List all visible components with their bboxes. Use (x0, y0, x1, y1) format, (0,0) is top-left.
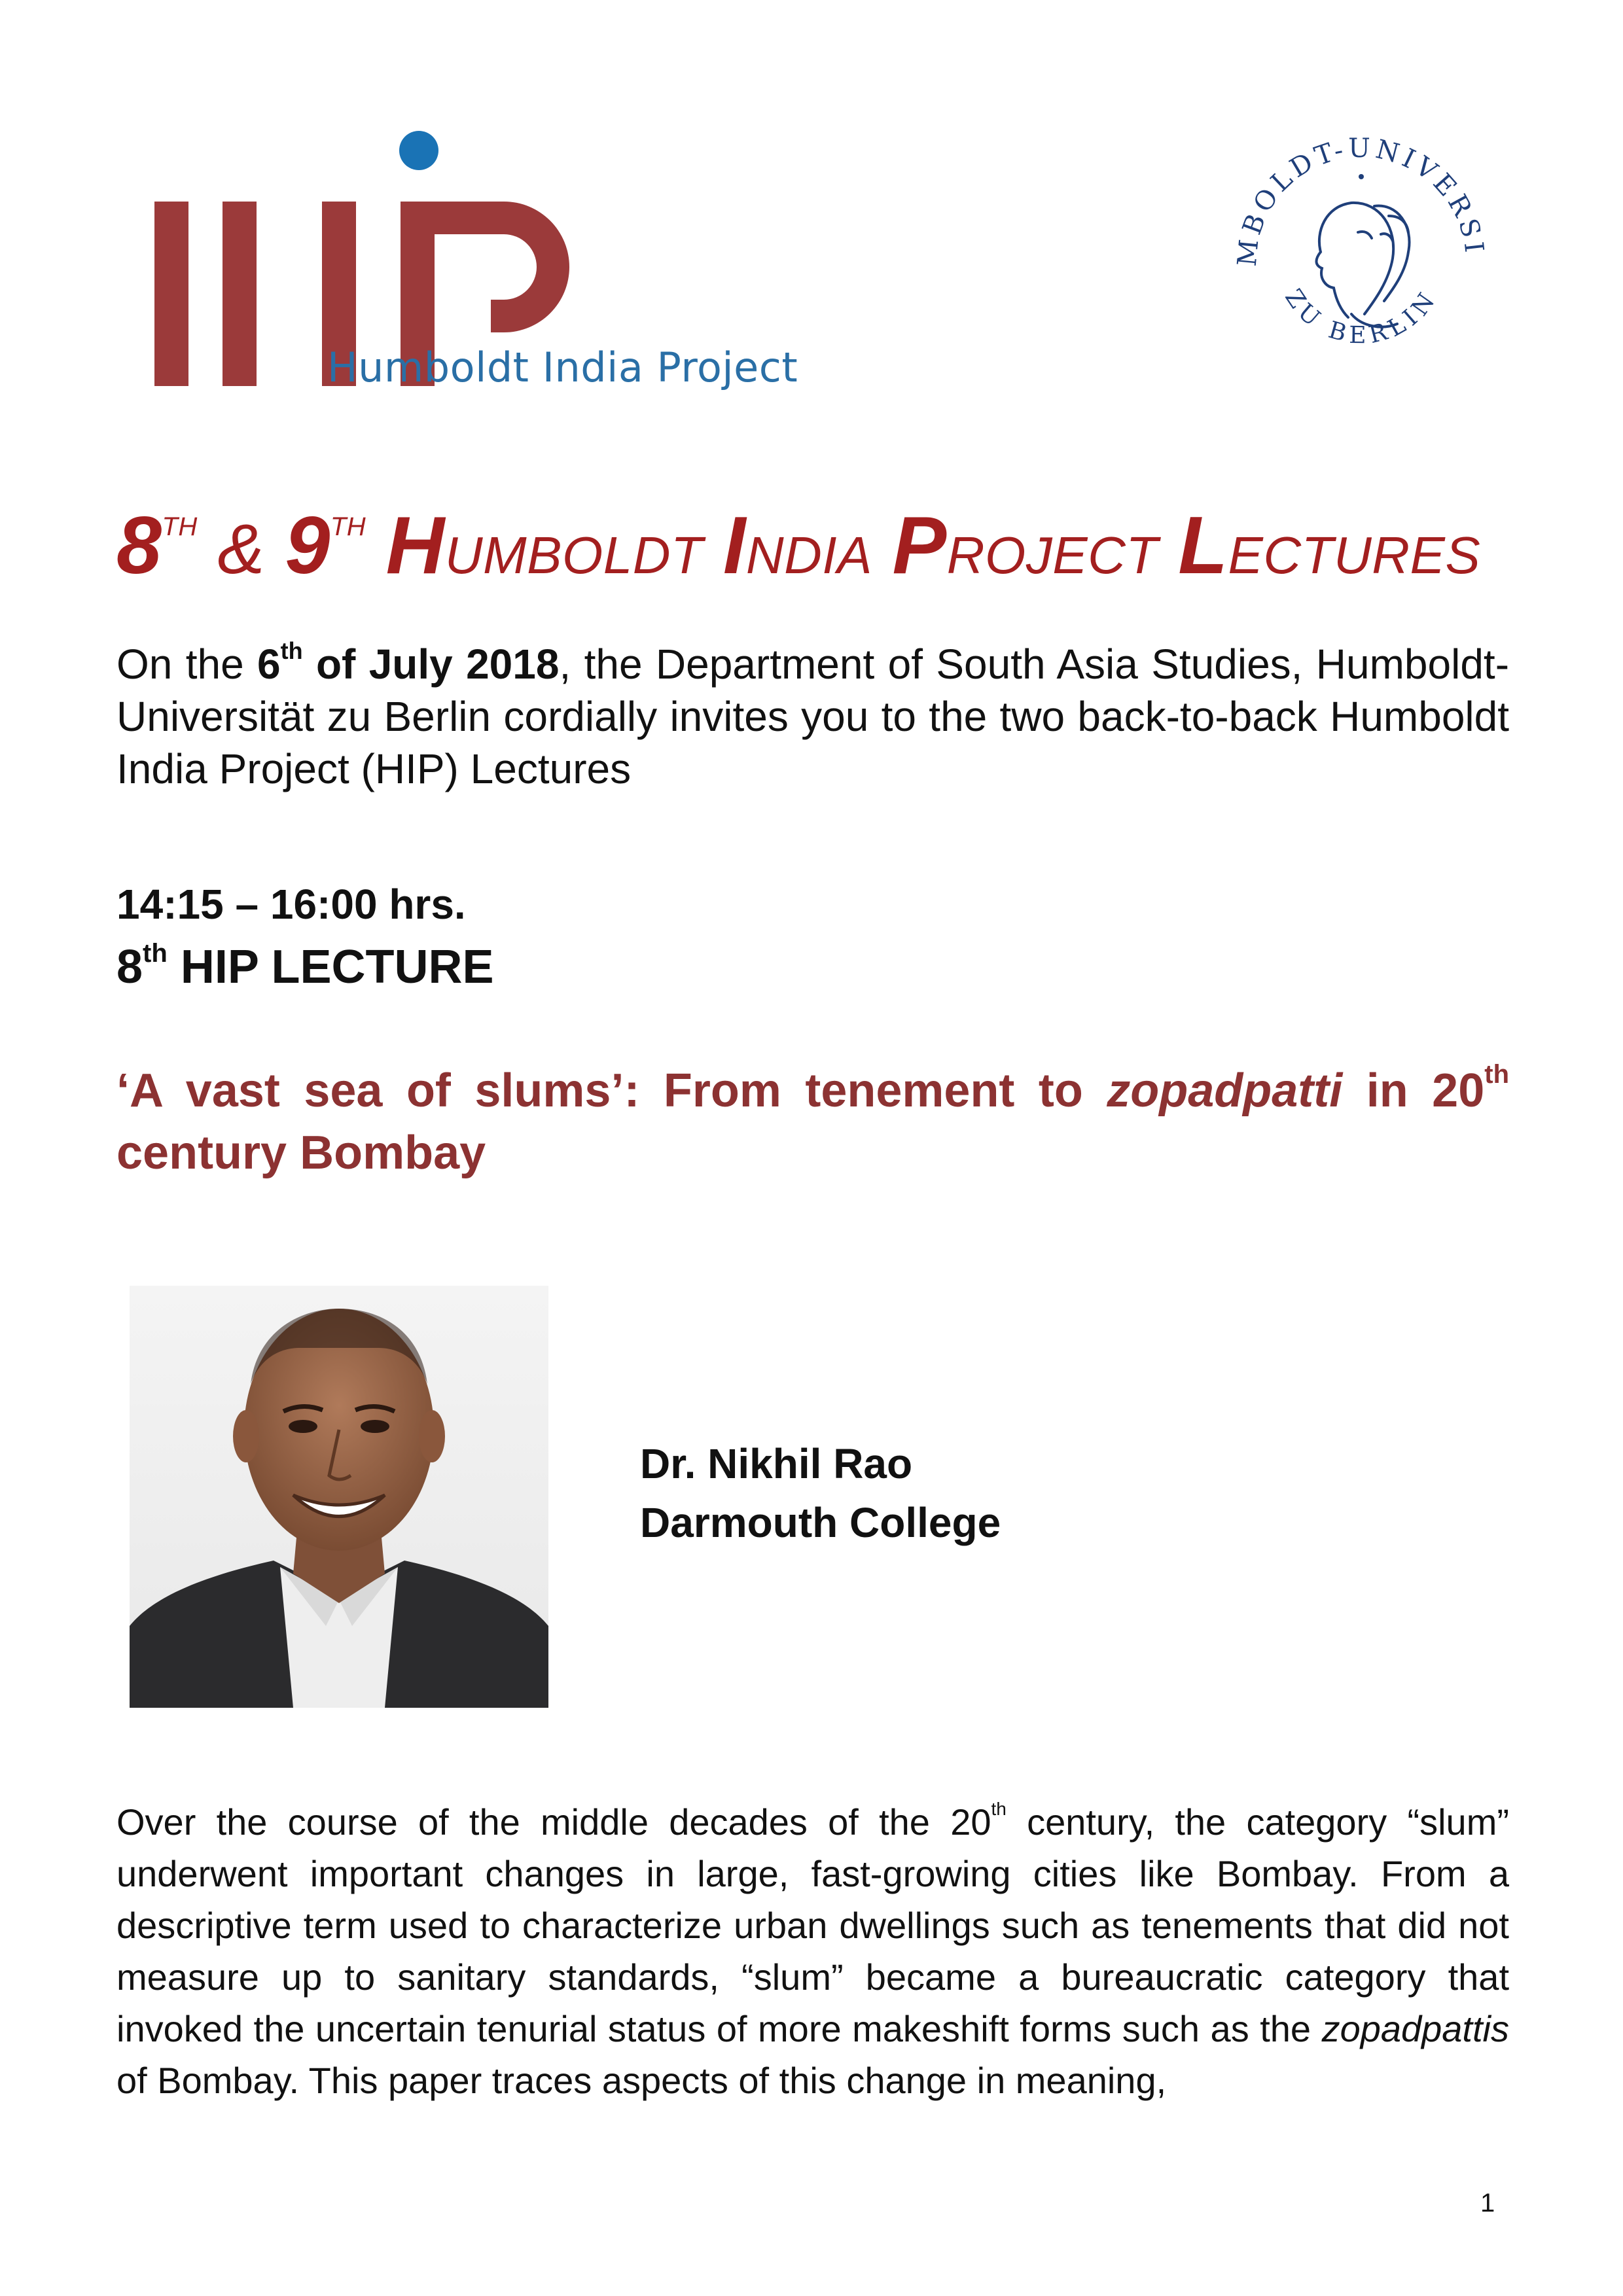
abstract-paragraph (116, 1796, 1509, 2106)
speaker-name: Dr. Nikhil Rao (640, 1440, 913, 1487)
lecture-title-sup: th (1484, 1060, 1510, 1089)
lecture-number-sup: th (143, 939, 168, 968)
invitation-day: 6 (257, 641, 281, 688)
hip-logo-dot (399, 131, 438, 170)
lecture-title-italic: zopadpatti (1107, 1065, 1343, 1117)
hip-logo-h-right (223, 202, 257, 386)
speaker-institution: Darmouth College (640, 1499, 1001, 1546)
invitation-paragraph (116, 638, 1509, 795)
headline-w3-rest: ROJECT (946, 526, 1158, 584)
lecture-time: 14:15 – 16:00 hrs. (116, 881, 466, 928)
lecture-number: 8 (116, 941, 143, 993)
hu-seal-graphic (1217, 118, 1505, 406)
invitation-rest: , the Department of South Asia Studies, Humboldt-Universität zu Berlin cordially invites you to the two back-to-back Humboldt India Project (HIP) Lectures (116, 641, 1510, 792)
headline-w4-rest: ECTURES (1228, 526, 1481, 584)
speaker-photo (130, 1286, 548, 1708)
headline-w2-cap: I (722, 501, 746, 591)
hu-seal-text-bottom: ZU BERLIN (1279, 284, 1444, 349)
lecture-title-c: century Bombay (116, 1127, 486, 1179)
abstract-part-1: Over the course of the middle decades of the 20 (116, 1801, 991, 1843)
hu-seal-text-top: MBOLDT-UNIVERSI (1232, 133, 1489, 268)
invitation-date: of July 2018 (302, 641, 560, 688)
lecture-label (116, 939, 494, 994)
hip-logo (151, 131, 798, 406)
headline-sup-1: TH (162, 512, 198, 541)
abstract-italic: zopadpattis (1321, 2008, 1509, 2049)
headline-number-8: 8 (116, 501, 162, 591)
abstract-part-3: of Bombay. This paper traces aspects of this change in meaning, (116, 2060, 1167, 2101)
invitation-day-sup: th (280, 637, 303, 664)
hip-logo-h-left (154, 202, 188, 386)
hu-seal-profiles (1317, 203, 1410, 327)
lecture-title-b: in 20 (1342, 1065, 1485, 1117)
headline-w4-cap: L (1178, 501, 1228, 591)
headline-w3-cap: P (892, 501, 947, 591)
headline-sup-2: TH (330, 512, 366, 541)
headline-number-9: 9 (285, 501, 330, 591)
abstract-part-2: century, the category “slum” underwent important changes in large, fast-growing cities like Bombay. From a descriptive term used to characterize urban dwellings such as tenements that did not measure up to sanitary standards, “slum” became a bureaucratic category that invoked the uncertain tenurial status of more makeshift forms such as the (116, 1801, 1509, 2049)
lecture-title (116, 1060, 1509, 1184)
hip-logo-p-bowl (425, 202, 582, 345)
svg-text:HUMBOLDT-UNIVERSITÄT (1217, 118, 1489, 268)
page-number: 1 (1480, 2189, 1495, 2217)
headline-ampersand: & (197, 509, 285, 588)
abstract-sup: th (991, 1799, 1007, 1819)
lecture-label-text: HIP LECTURE (167, 941, 494, 993)
headline-w2-rest: NDIA (745, 526, 872, 584)
headline-w1-cap: H (385, 501, 445, 591)
svg-text:ZU BERLIN (1279, 284, 1443, 349)
hu-seal (1217, 118, 1505, 406)
hip-logo-text: Humboldt India Project (327, 344, 798, 391)
lecture-title-a: ‘A vast sea of slums’: From tenement to (116, 1065, 1107, 1117)
invitation-lead: On the (116, 641, 258, 688)
headline (116, 481, 1524, 601)
headline-w1-rest: UMBOLDT (444, 526, 704, 584)
